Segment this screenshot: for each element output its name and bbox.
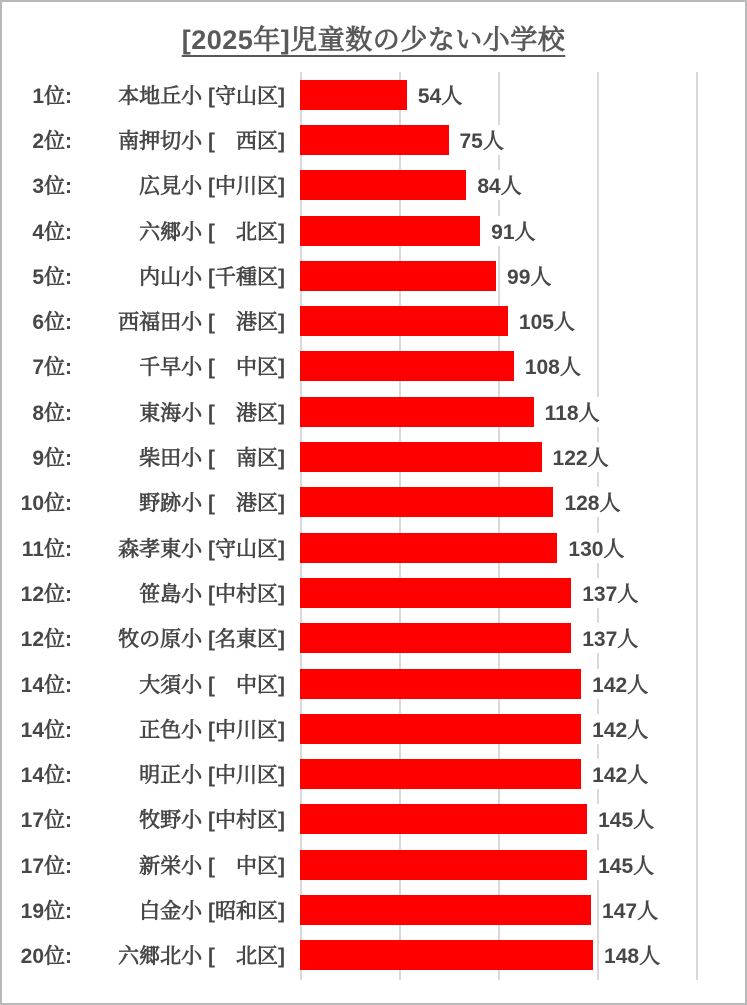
school-label: 牧野小 [中村区] [139, 809, 285, 833]
bar-row [2, 389, 745, 434]
bar [300, 261, 496, 291]
rank-label: 10位: [20, 492, 72, 516]
school-label: 森孝東小 [守山区] [118, 537, 285, 561]
school-label: 明正小 [中川区] [139, 764, 285, 788]
school-label: 南押切小 [ 西区] [118, 129, 285, 153]
rank-label: 3位: [32, 175, 72, 199]
bar-row [2, 72, 745, 117]
bar-row [2, 842, 745, 887]
value-label: 145人 [595, 850, 657, 880]
bar [300, 895, 591, 925]
bar-row [2, 253, 745, 298]
rank-label: 17位: [20, 809, 72, 833]
value-label: 91人 [488, 216, 538, 246]
bar [300, 442, 542, 472]
school-label: 牧の原小 [名東区] [118, 628, 285, 652]
bar [300, 804, 587, 834]
rank-label: 2位: [32, 129, 72, 153]
school-label: 正色小 [中川区] [139, 718, 285, 742]
bar [300, 669, 581, 699]
rank-label: 12位: [20, 628, 72, 652]
bar-row [2, 299, 745, 344]
bar-row [2, 117, 745, 162]
bar-row [2, 525, 745, 570]
bar-row [2, 344, 745, 389]
value-label: 148人 [601, 940, 663, 970]
bar [300, 216, 480, 246]
bar-row [2, 661, 745, 706]
school-label: 笹島小 [中村区] [139, 582, 285, 606]
school-label: 野跡小 [ 港区] [139, 492, 285, 516]
bar [300, 80, 407, 110]
bar [300, 306, 508, 336]
rank-label: 6位: [32, 311, 72, 335]
value-label: 142人 [589, 759, 651, 789]
rank-label: 1位: [32, 84, 72, 108]
bar [300, 623, 571, 653]
rank-label: 5位: [32, 265, 72, 289]
rank-label: 4位: [32, 220, 72, 244]
value-label: 147人 [599, 895, 661, 925]
value-label: 75人 [457, 125, 507, 155]
value-label: 142人 [589, 714, 651, 744]
value-label: 118人 [542, 397, 603, 427]
bar [300, 125, 449, 155]
rank-label: 17位: [20, 854, 72, 878]
school-label: 新栄小 [ 中区] [139, 854, 285, 878]
chart-title: [2025年]児童数の少ない小学校 [181, 25, 566, 55]
school-label: 大須小 [ 中区] [139, 673, 285, 697]
rank-label: 8位: [32, 401, 72, 425]
bar-row [2, 933, 745, 978]
school-label: 西福田小 [ 港区] [118, 311, 285, 335]
school-label: 柴田小 [ 南区] [139, 447, 285, 471]
value-label: 137人 [579, 623, 641, 653]
school-label: 広見小 [中川区] [139, 175, 285, 199]
bar-row [2, 706, 745, 751]
school-label: 本地丘小 [守山区] [118, 84, 285, 108]
bar [300, 578, 571, 608]
school-label: 六郷小 [ 北区] [139, 220, 285, 244]
bar [300, 397, 534, 427]
bar [300, 850, 587, 880]
value-label: 128人 [561, 487, 623, 517]
bar-row [2, 616, 745, 661]
school-label: 内山小 [千種区] [139, 265, 285, 289]
value-label: 108人 [522, 351, 584, 381]
bar-row [2, 752, 745, 797]
bar-row [2, 570, 745, 615]
value-label: 105人 [516, 306, 578, 336]
school-label: 六郷北小 [ 北区] [118, 945, 285, 969]
value-label: 99人 [504, 261, 554, 291]
bar-row [2, 797, 745, 842]
rank-label: 14位: [20, 718, 72, 742]
value-label: 137人 [579, 578, 641, 608]
bar-row [2, 163, 745, 208]
bar-row [2, 480, 745, 525]
school-label: 白金小 [昭和区] [139, 900, 285, 924]
value-label: 145人 [595, 804, 657, 834]
bar-row [2, 887, 745, 932]
plot-area [2, 72, 745, 980]
bar [300, 533, 557, 563]
rank-label: 19位: [20, 900, 72, 924]
rank-label: 20位: [20, 945, 72, 969]
bar-row [2, 434, 745, 479]
bar [300, 170, 466, 200]
school-label: 東海小 [ 港区] [139, 401, 285, 425]
value-label: 84人 [474, 170, 524, 200]
bar [300, 714, 581, 744]
value-label: 142人 [589, 669, 651, 699]
school-label: 千早小 [ 中区] [139, 356, 285, 380]
rank-label: 12位: [20, 582, 72, 606]
rank-label: 14位: [20, 764, 72, 788]
bar [300, 759, 581, 789]
value-label: 130人 [565, 533, 627, 563]
bar [300, 487, 553, 517]
bar [300, 940, 593, 970]
rank-label: 9位: [32, 447, 72, 471]
bar-row [2, 208, 745, 253]
rank-label: 7位: [32, 356, 72, 380]
rank-label: 11位: [21, 537, 72, 561]
bar [300, 351, 514, 381]
value-label: 122人 [550, 442, 612, 472]
value-label: 54人 [415, 80, 465, 110]
rank-label: 14位: [20, 673, 72, 697]
